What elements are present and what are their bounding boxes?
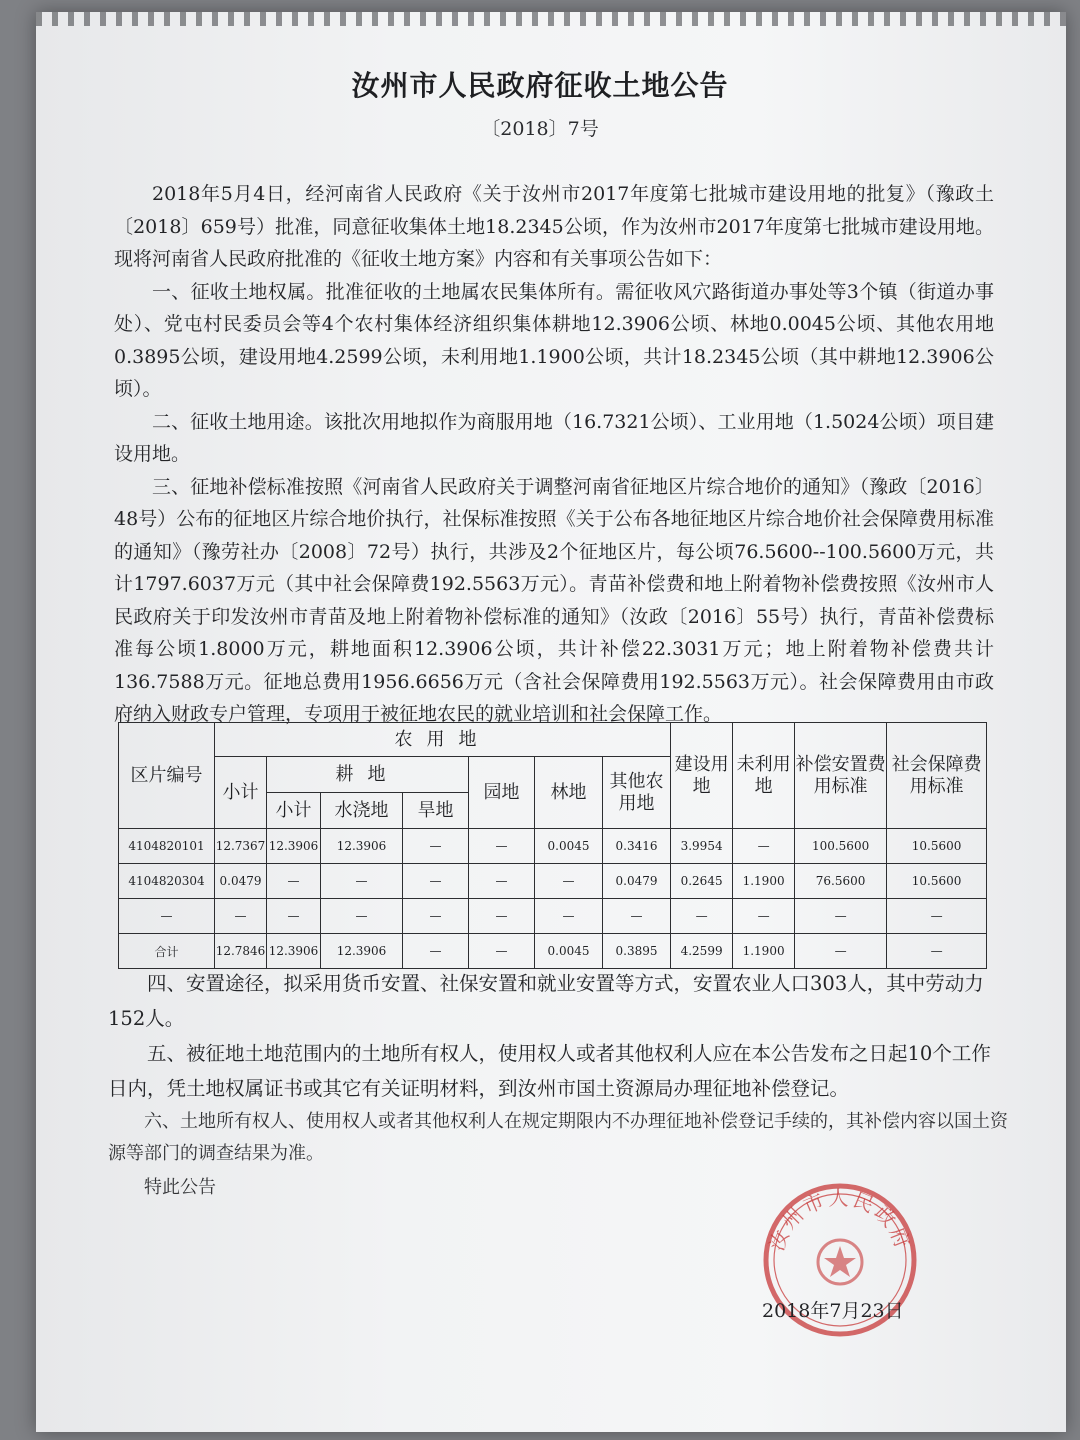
header-subtotal: 小计 (215, 757, 267, 829)
document-number: 〔2018〕7号 (481, 118, 599, 140)
cell-forest: — (535, 864, 603, 899)
cell-resettle-std: — (795, 899, 887, 934)
cell-construction: 3.9954 (671, 829, 733, 864)
cell-zone: — (119, 899, 215, 934)
cell-social-std: 10.5600 (887, 864, 987, 899)
paragraph-5: 五、被征地土地范围内的土地所有权人，使用权人或者其他权利人应在本公告发布之日起10个工作日内，凭土地权属证书或其它有关证明材料，到汝州市国土资源局办理征地补偿登记。 (108, 1042, 991, 1100)
cell-unused: 1.1900 (733, 934, 795, 969)
svg-text:汝州市人民政府: 汝州市人民政府 (766, 1187, 914, 1254)
table-row (119, 899, 987, 934)
cell-other-farm: 0.0479 (603, 864, 671, 899)
paragraph-intro: 2018年5月4日，经河南省人民政府《关于汝州市2017年度第七批城市建设用地的批复》（豫政土〔2018〕659号）批准，同意征收集体土地18.2345公顷，作为汝州市2017年度第七批城市建设用地。现将河南省人民政府批准的《征收土地方案》内容和有关事项公告如下： (114, 183, 994, 270)
land-table (118, 722, 987, 969)
header-resettle-std: 补偿安置费用标准 (795, 723, 887, 829)
cell-resettle-std: — (795, 934, 887, 969)
cell-resettle-std: 100.5600 (795, 829, 887, 864)
cell-forest: 0.0045 (535, 829, 603, 864)
header-unused: 未利用地 (733, 723, 795, 829)
document-date: 2018年7月23日 (762, 1300, 904, 1322)
header-cultivated: 耕地 (267, 757, 469, 793)
header-irrigated: 水浇地 (321, 793, 403, 829)
cell-cultivated-subtotal: 12.3906 (267, 934, 321, 969)
cell-garden: — (469, 899, 535, 934)
cell-construction: — (671, 899, 733, 934)
paragraph-4: 四、安置途径，拟采用货币安置、社保安置和就业安置等方式，安置农业人口303人，其中劳动力152人。 (108, 972, 984, 1030)
table-row-total (119, 934, 987, 969)
cell-subtotal: 12.7367 (215, 829, 267, 864)
header-construction: 建设用地 (671, 723, 733, 829)
cell-cultivated-subtotal: — (267, 899, 321, 934)
cell-garden: — (469, 934, 535, 969)
cell-construction: 0.2645 (671, 864, 733, 899)
cell-dryland: — (403, 899, 469, 934)
cell-subtotal: — (215, 899, 267, 934)
table-row (119, 864, 987, 899)
cell-forest: — (535, 899, 603, 934)
cell-irrigated: — (321, 864, 403, 899)
cell-unused: — (733, 899, 795, 934)
header-garden: 园地 (469, 757, 535, 829)
cell-subtotal: 0.0479 (215, 864, 267, 899)
header-forest: 林地 (535, 757, 603, 829)
document-title: 汝州市人民政府征收土地公告 (351, 69, 729, 102)
cell-forest: 0.0045 (535, 934, 603, 969)
header-social-std: 社会保障费用标准 (887, 723, 987, 829)
binding-rings (36, 12, 1066, 26)
cell-irrigated: 12.3906 (321, 934, 403, 969)
cell-unused: 1.1900 (733, 864, 795, 899)
paragraph-1: 一、征收土地权属。批准征收的土地属农民集体所有。需征收风穴路街道办事处等3个镇（街道办事处）、党屯村民委员会等4个农村集体经济组织集体耕地12.3906公顷、林地0.0045公顷、其他农用地0.3895公顷，建设用地4.2599公顷，未利用地1.1900公顷，共计18.2345公顷（其中耕地12.3906公顷）。 (114, 280, 994, 400)
table-row (119, 829, 987, 864)
header-other-farm: 其他农用地 (603, 757, 671, 829)
cell-dryland: — (403, 934, 469, 969)
cell-social-std: — (887, 899, 987, 934)
cell-zone: 4104820304 (119, 864, 215, 899)
closing-text: 特此公告 (144, 1177, 216, 1198)
cell-other-farm: 0.3416 (603, 829, 671, 864)
header-farmland: 农用地 (215, 723, 671, 757)
cell-irrigated: 12.3906 (321, 829, 403, 864)
document-body (114, 178, 994, 731)
paragraph-3: 三、征地补偿标准按照《河南省人民政府关于调整河南省征地区片综合地价的通知》（豫政〔2016〕48号）公布的征地区片综合地价执行，社保标准按照《关于公布各地征地区片综合地价社会保障费用标准的通知》（豫劳社办〔2008〕72号）执行，共涉及2个征地区片，每公顷76.5600--100.5600万元，共计1797.6037万元（其中社会保障费192.5563万元）。青苗补偿费和地上附着物补偿费按照《汝州市人民政府关于印发汝州市青苗及地上附着物补偿标准的通知》（汝政〔2016〕55号）执行，青苗补偿费标准每公顷1.8000万元，耕地面积12.3906公顷，共计补偿22.3031万元；地上附着物补偿费共计136.7588万元。征地总费用1956.6656万元（含社会保障费用192.5563万元）。社会保障费用由市政府纳入财政专户管理，专项用于被征地农民的就业培训和社会保障工作。 (114, 475, 994, 725)
cell-cultivated-subtotal: 12.3906 (267, 829, 321, 864)
header-zone: 区片编号 (119, 723, 215, 829)
paragraph-2: 二、征收土地用途。该批次用地拟作为商服用地（16.7321公顷）、工业用地（1.5024公顷）项目建设用地。 (114, 410, 994, 465)
document-lower-body (108, 966, 1008, 1204)
cell-irrigated: — (321, 899, 403, 934)
cell-zone: 合计 (119, 934, 215, 969)
cell-social-std: 10.5600 (887, 829, 987, 864)
header-cultivated-subtotal: 小计 (267, 793, 321, 829)
cell-dryland: — (403, 829, 469, 864)
cell-social-std: — (887, 934, 987, 969)
cell-dryland: — (403, 864, 469, 899)
national-emblem-icon (818, 1240, 862, 1284)
cell-resettle-std: 76.5600 (795, 864, 887, 899)
cell-garden: — (469, 864, 535, 899)
cell-subtotal: 12.7846 (215, 934, 267, 969)
cell-garden: — (469, 829, 535, 864)
cell-other-farm: 0.3895 (603, 934, 671, 969)
cell-unused: — (733, 829, 795, 864)
cell-zone: 4104820101 (119, 829, 215, 864)
header-dryland: 旱地 (403, 793, 469, 829)
cell-other-farm: — (603, 899, 671, 934)
cell-cultivated-subtotal: — (267, 864, 321, 899)
cell-construction: 4.2599 (671, 934, 733, 969)
paragraph-6: 六、土地所有权人、使用权人或者其他权利人在规定期限内不办理征地补偿登记手续的，其补偿内容以国土资源等部门的调查结果为准。 (108, 1111, 1008, 1164)
